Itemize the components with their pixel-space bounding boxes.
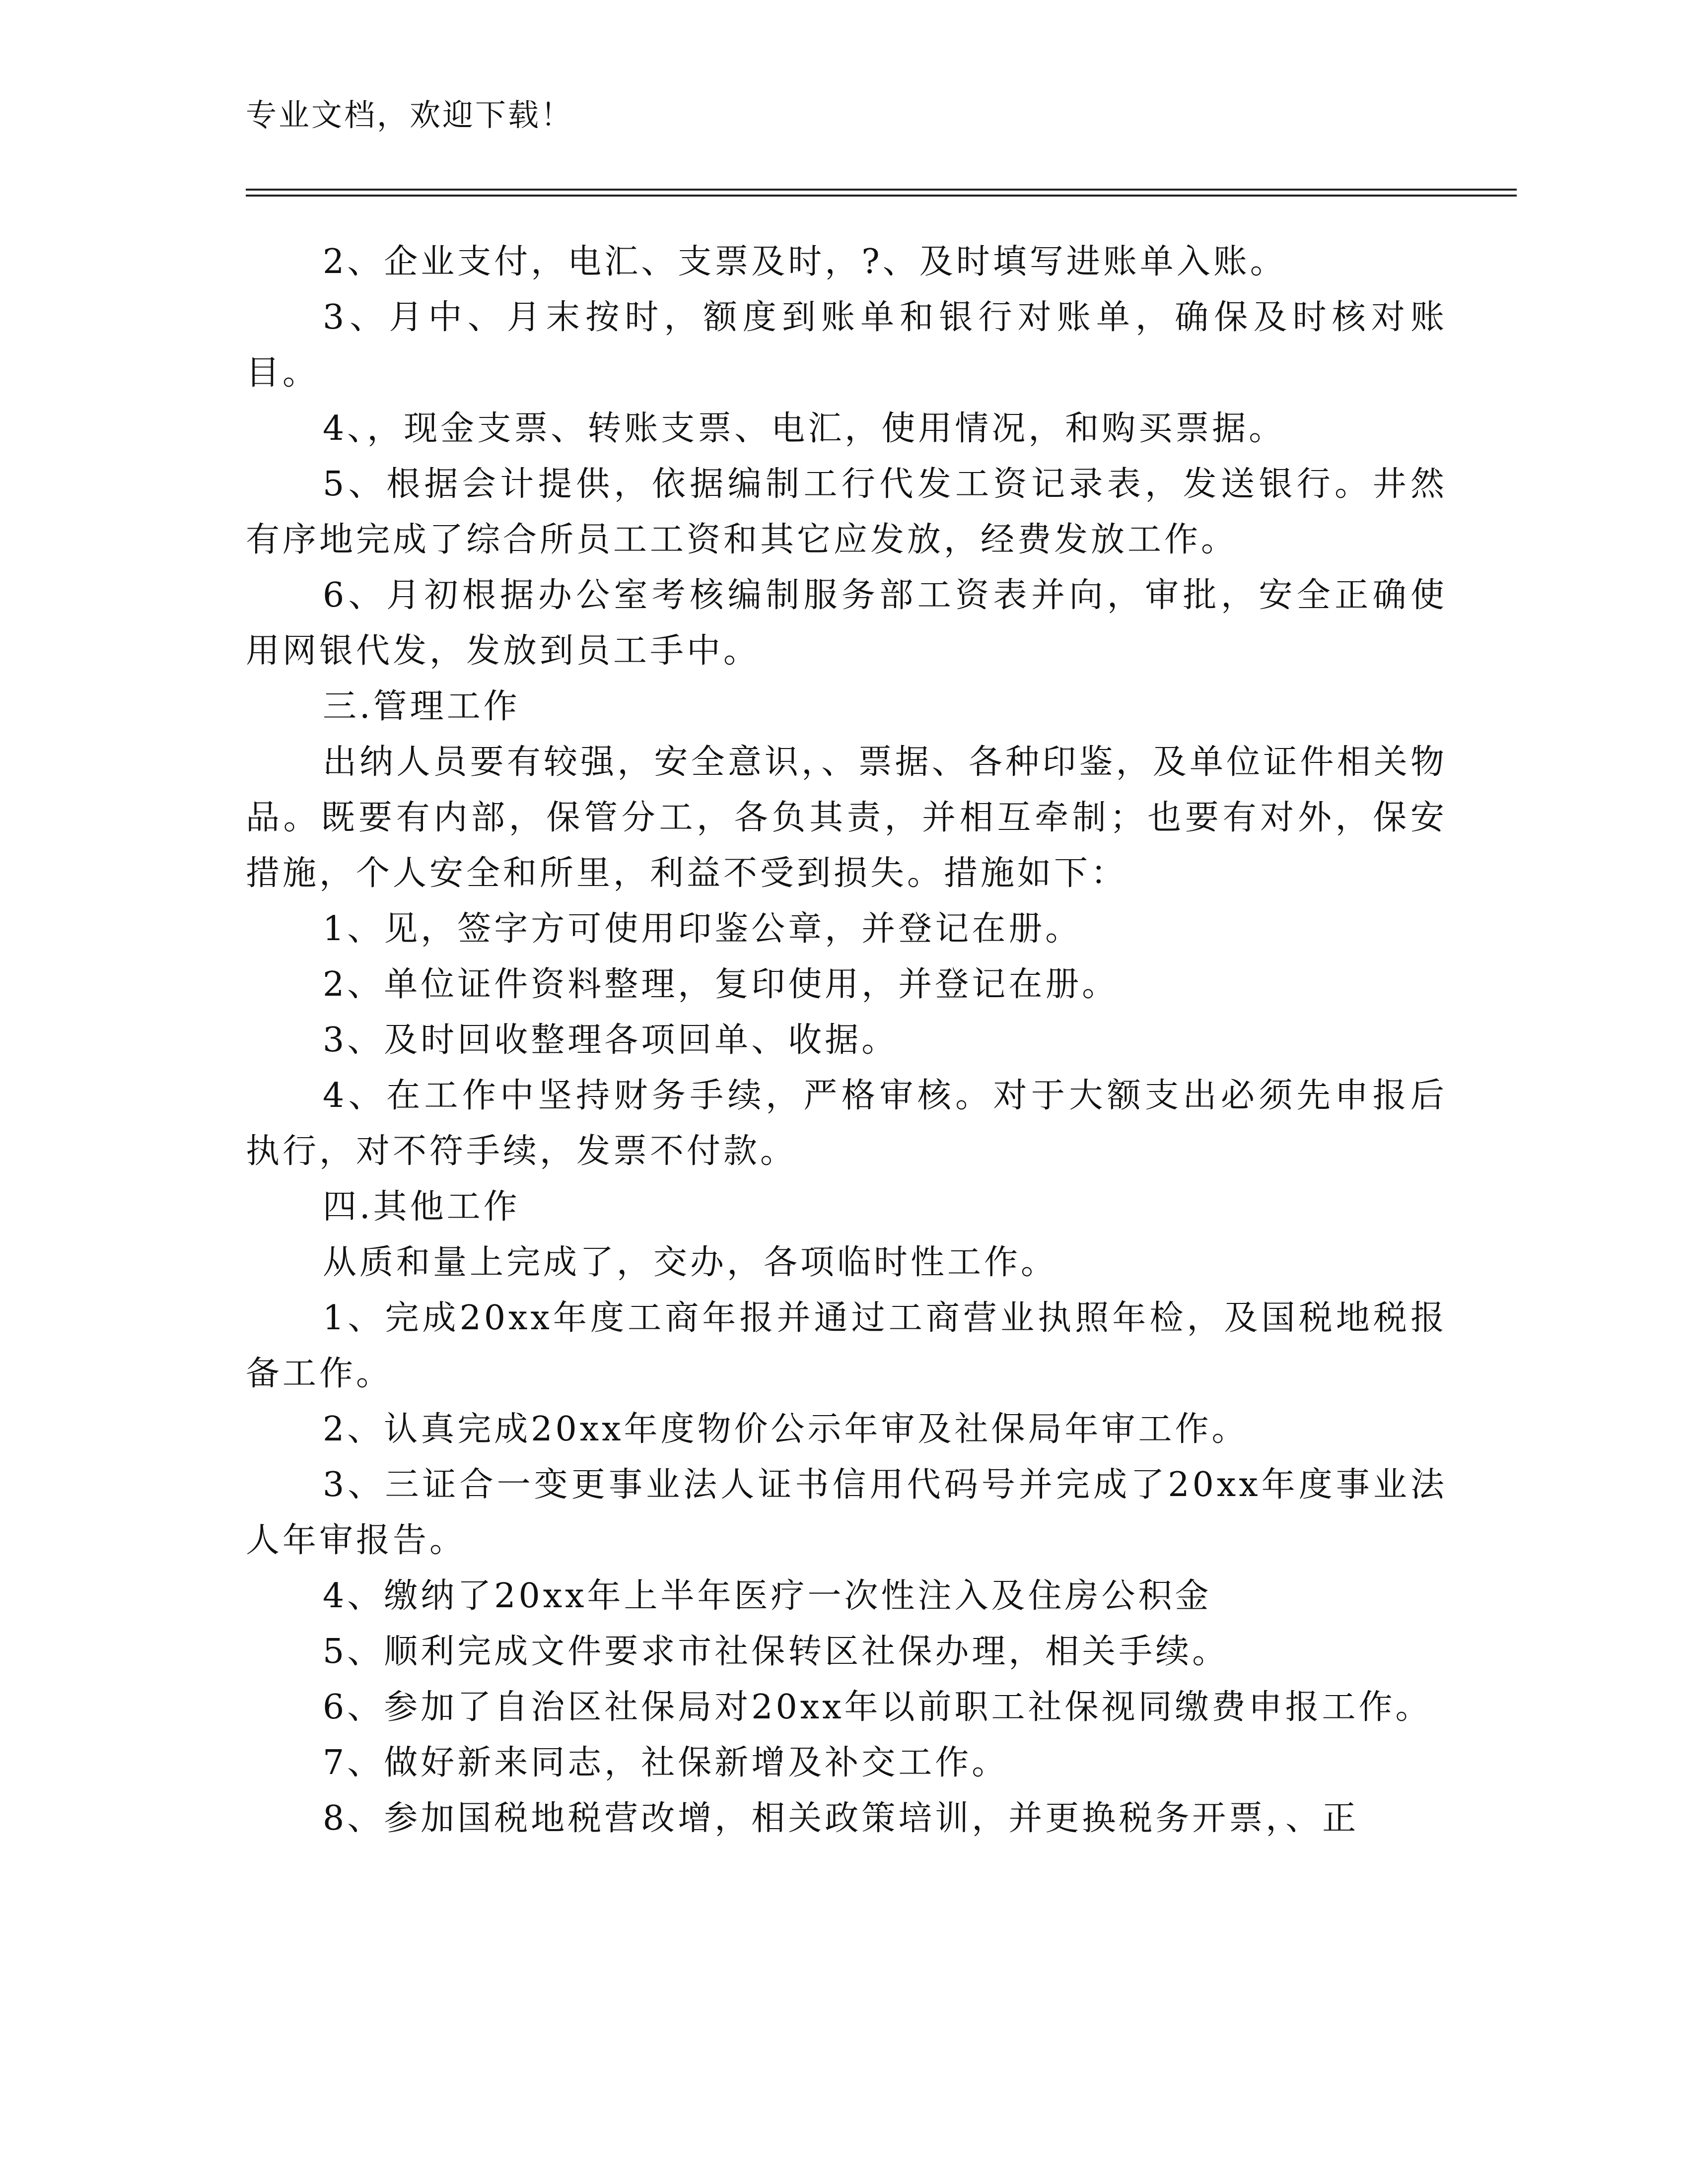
paragraph: 2、单位证件资料整理，复印使用，并登记在册。 [323,965,1119,1004]
paragraph: 3、三证合一变更事业法人证书信用代码号并完成了20xx年度事业法人年审报告。 [246,1465,1447,1560]
section-heading: 三.管理工作 [323,687,520,726]
paragraph: 4、缴纳了20xx年上半年医疗一次性注入及住房公积金 [323,1576,1212,1616]
paragraph: 5、根据会计提供，依据编制工行代发工资记录表，发送银行。井然有序地完成了综合所员工工资和其它应发放，经费发放工作。 [246,465,1447,559]
paragraph: 2、企业支付，电汇、支票及时，?、及时填写进账单入账。 [323,242,1287,281]
paragraph: 3、月中、月末按时，额度到账单和银行对账单，确保及时核对账目。 [246,298,1447,393]
paragraph: 从质和量上完成了，交办，各项临时性工作。 [323,1243,1058,1282]
paragraph: 6、月初根据办公室考核编制服务部工资表并向，审批，安全正确使用网银代发，发放到员工手中。 [246,576,1447,671]
paragraph: 4、，现金支票、转账支票、电汇，使用情况，和购买票据。 [323,409,1286,448]
paragraph: 4、在工作中坚持财务手续，严格审核。对于大额支出必须先申报后执行，对不符手续，发票不付款。 [246,1076,1447,1171]
paragraph: 7、做好新来同志，社保新增及补交工作。 [323,1743,1009,1782]
section-heading: 四.其他工作 [323,1187,520,1227]
paragraph: 1、完成20xx年度工商年报并通过工商营业执照年检，及国税地税报备工作。 [246,1298,1447,1393]
paragraph: 8、参加国税地税营改增，相关政策培训，并更换税务开票，、正 [323,1799,1359,1838]
paragraph: 1、见，签字方可使用印鉴公章，并登记在册。 [323,909,1082,949]
paragraph: 2、认真完成20xx年度物价公示年审及社保局年审工作。 [323,1410,1249,1449]
paragraph: 6、参加了自治区社保局对20xx年以前职工社保视同缴费申报工作。 [323,1688,1432,1727]
paragraph: 出纳人员要有较强，安全意识，、票据、各种印鉴，及单位证件相关物品。既要有内部，保管分工，各负其责，并相互牵制；也要有对外，保安措施，个人安全和所里，利益不受到损失。措施如下： [246,743,1447,893]
document-body [246,234,1447,1846]
paragraph: 3、及时回收整理各项回单、收据。 [323,1021,899,1060]
header-rule-bottom [246,195,1517,197]
paragraph: 5、顺利完成文件要求市社保转区社保办理，相关手续。 [323,1632,1229,1671]
page-header: 专业文档，欢迎下载！ [246,97,574,133]
header-rule-top [246,189,1517,191]
